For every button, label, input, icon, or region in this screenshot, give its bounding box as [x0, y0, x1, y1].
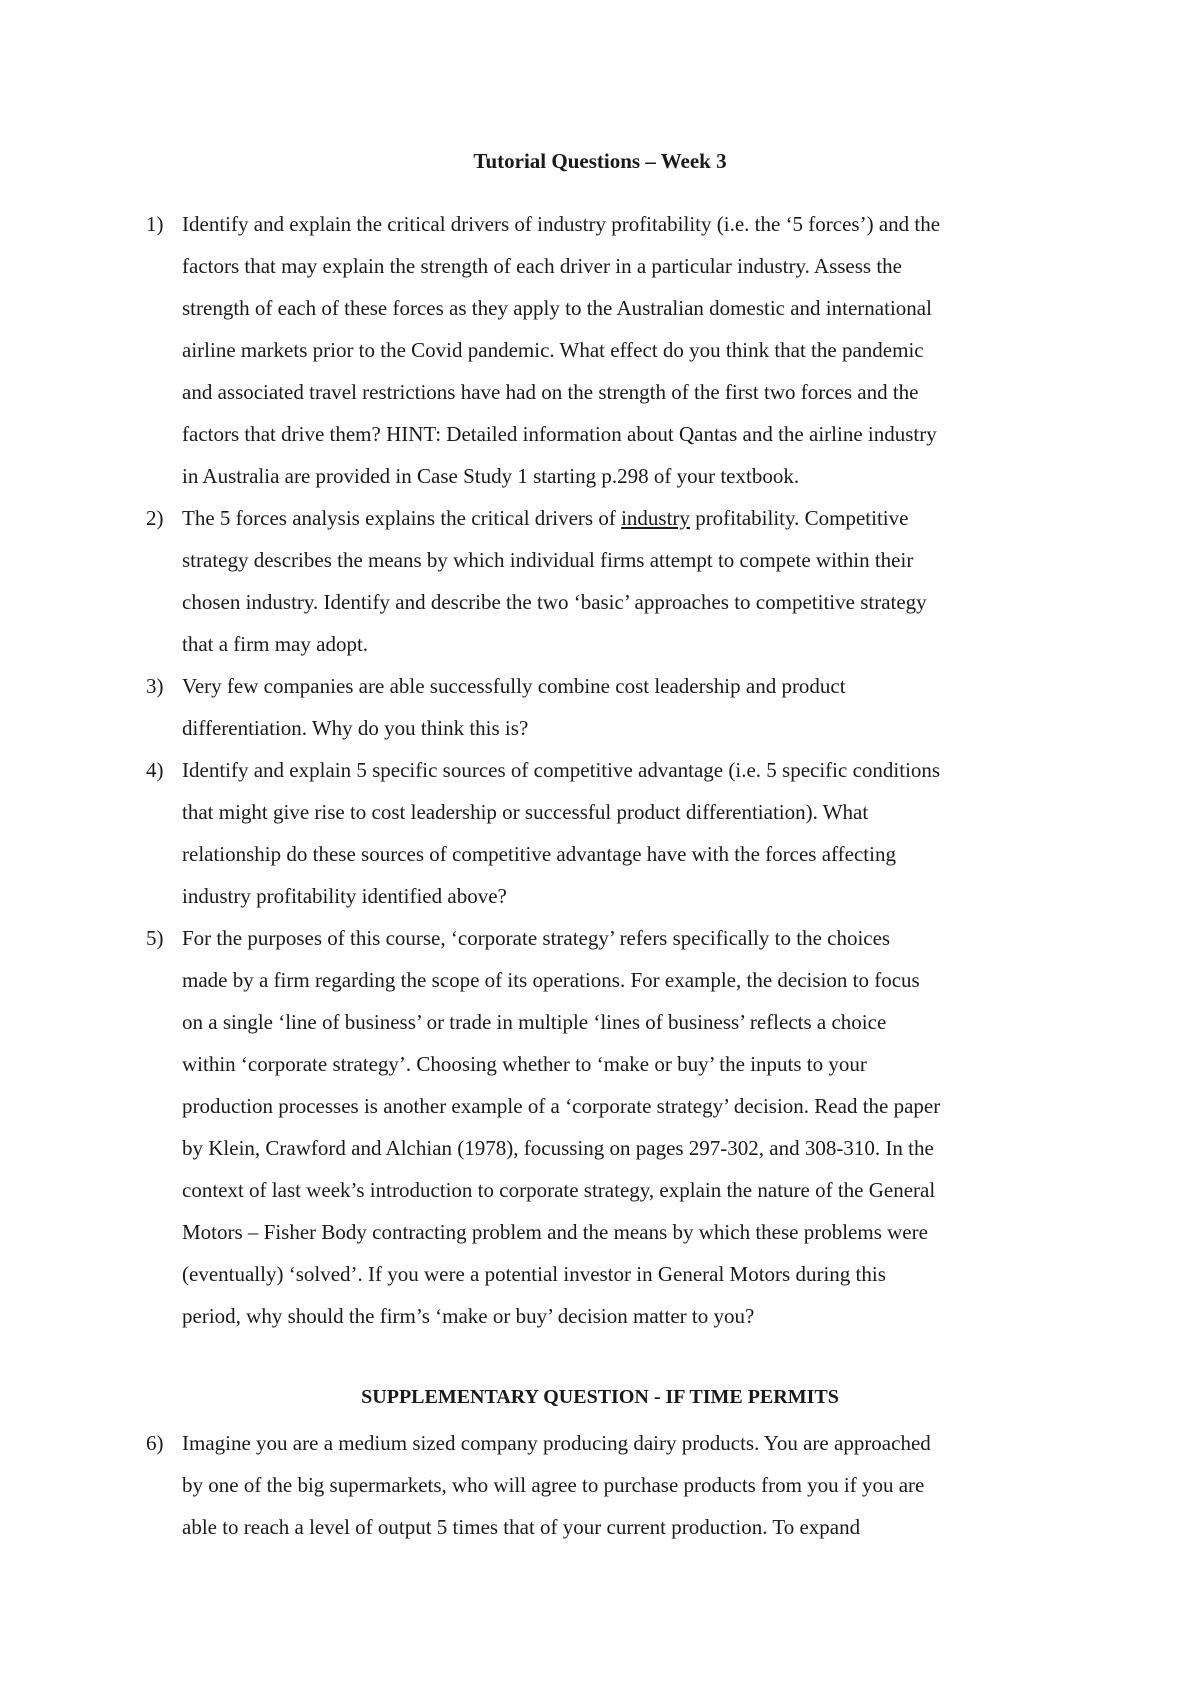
question-number: 2)	[146, 506, 164, 530]
question-line: strength of each of these forces as they apply to the Australian domestic and international	[182, 296, 932, 320]
question-line: by Klein, Crawford and Alchian (1978), focussing on pages 297-302, and 308-310. In the	[182, 1136, 934, 1160]
question-line: context of last week’s introduction to corporate strategy, explain the nature of the General	[182, 1178, 936, 1202]
question-line: production processes is another example of a ‘corporate strategy’ decision. Read the paper	[182, 1094, 941, 1118]
question-line: industry profitability identified above?	[182, 884, 507, 908]
question-line: Identify and explain 5 specific sources of competitive advantage (i.e. 5 specific conditions	[182, 758, 941, 782]
question-number: 1)	[146, 212, 164, 236]
question-line: airline markets prior to the Covid pandemic. What effect do you think that the pandemic	[182, 338, 924, 362]
underlined-word: industry	[621, 506, 690, 530]
question-line: Very few companies are able successfully combine cost leadership and product	[182, 674, 846, 698]
question-text	[182, 1422, 1066, 1548]
supplementary-heading: SUPPLEMENTARY QUESTION - IF TIME PERMITS	[361, 1386, 839, 1408]
question-line: Identify and explain the critical drivers of industry profitability (i.e. the ‘5 forces’) and the	[182, 212, 941, 236]
question-line: period, why should the firm’s ‘make or buy’ decision matter to you?	[182, 1304, 755, 1328]
page-title: Tutorial Questions – Week 3	[473, 149, 727, 173]
question-line: Motors – Fisher Body contracting problem and the means by which these problems were	[182, 1220, 928, 1244]
question-line: Imagine you are a medium sized company producing dairy products. You are approached	[182, 1431, 931, 1455]
question-line: on a single ‘line of business’ or trade in multiple ‘lines of business’ reflects a choice	[182, 1010, 887, 1034]
question-number: 4)	[146, 758, 164, 782]
question-number: 3)	[146, 674, 164, 698]
question-line: and associated travel restrictions have had on the strength of the first two forces and the	[182, 380, 919, 404]
question-line: by one of the big supermarkets, who will agree to purchase products from you if you are	[182, 1473, 925, 1497]
question-text	[182, 203, 1066, 497]
question-line-text: profitability. Competitive	[689, 506, 909, 530]
question-text	[182, 497, 1066, 665]
question-line: differentiation. Why do you think this is?	[182, 716, 529, 740]
question-line: made by a firm regarding the scope of its operations. For example, the decision to focus	[182, 968, 920, 992]
question-line: chosen industry. Identify and describe the two ‘basic’ approaches to competitive strategy	[182, 590, 927, 614]
question-line: relationship do these sources of competitive advantage have with the forces affecting	[182, 842, 896, 866]
question-line: (eventually) ‘solved’. If you were a potential investor in General Motors during this	[182, 1262, 886, 1286]
question-line	[182, 497, 1066, 539]
question-line: that might give rise to cost leadership or successful product differentiation). What	[182, 800, 869, 824]
question-line: For the purposes of this course, ‘corporate strategy’ refers specifically to the choices	[182, 926, 891, 950]
question-line: in Australia are provided in Case Study 1 starting p.298 of your textbook.	[182, 464, 800, 488]
question-line: able to reach a level of output 5 times that of your current production. To expand	[182, 1515, 861, 1539]
question-line-text: The 5 forces analysis explains the critical drivers of	[182, 506, 622, 530]
question-text	[182, 917, 1066, 1337]
question-line: within ‘corporate strategy’. Choosing whether to ‘make or buy’ the inputs to your	[182, 1052, 867, 1076]
question-text	[182, 665, 1066, 749]
question-text	[182, 749, 1066, 917]
question-line: strategy describes the means by which individual firms attempt to compete within their	[182, 548, 914, 572]
question-line: that a firm may adopt.	[182, 632, 369, 656]
question-number: 6)	[146, 1431, 164, 1455]
question-line: factors that drive them? HINT: Detailed information about Qantas and the airline industry	[182, 422, 937, 446]
question-line: factors that may explain the strength of each driver in a particular industry. Assess the	[182, 254, 902, 278]
question-number: 5)	[146, 926, 164, 950]
